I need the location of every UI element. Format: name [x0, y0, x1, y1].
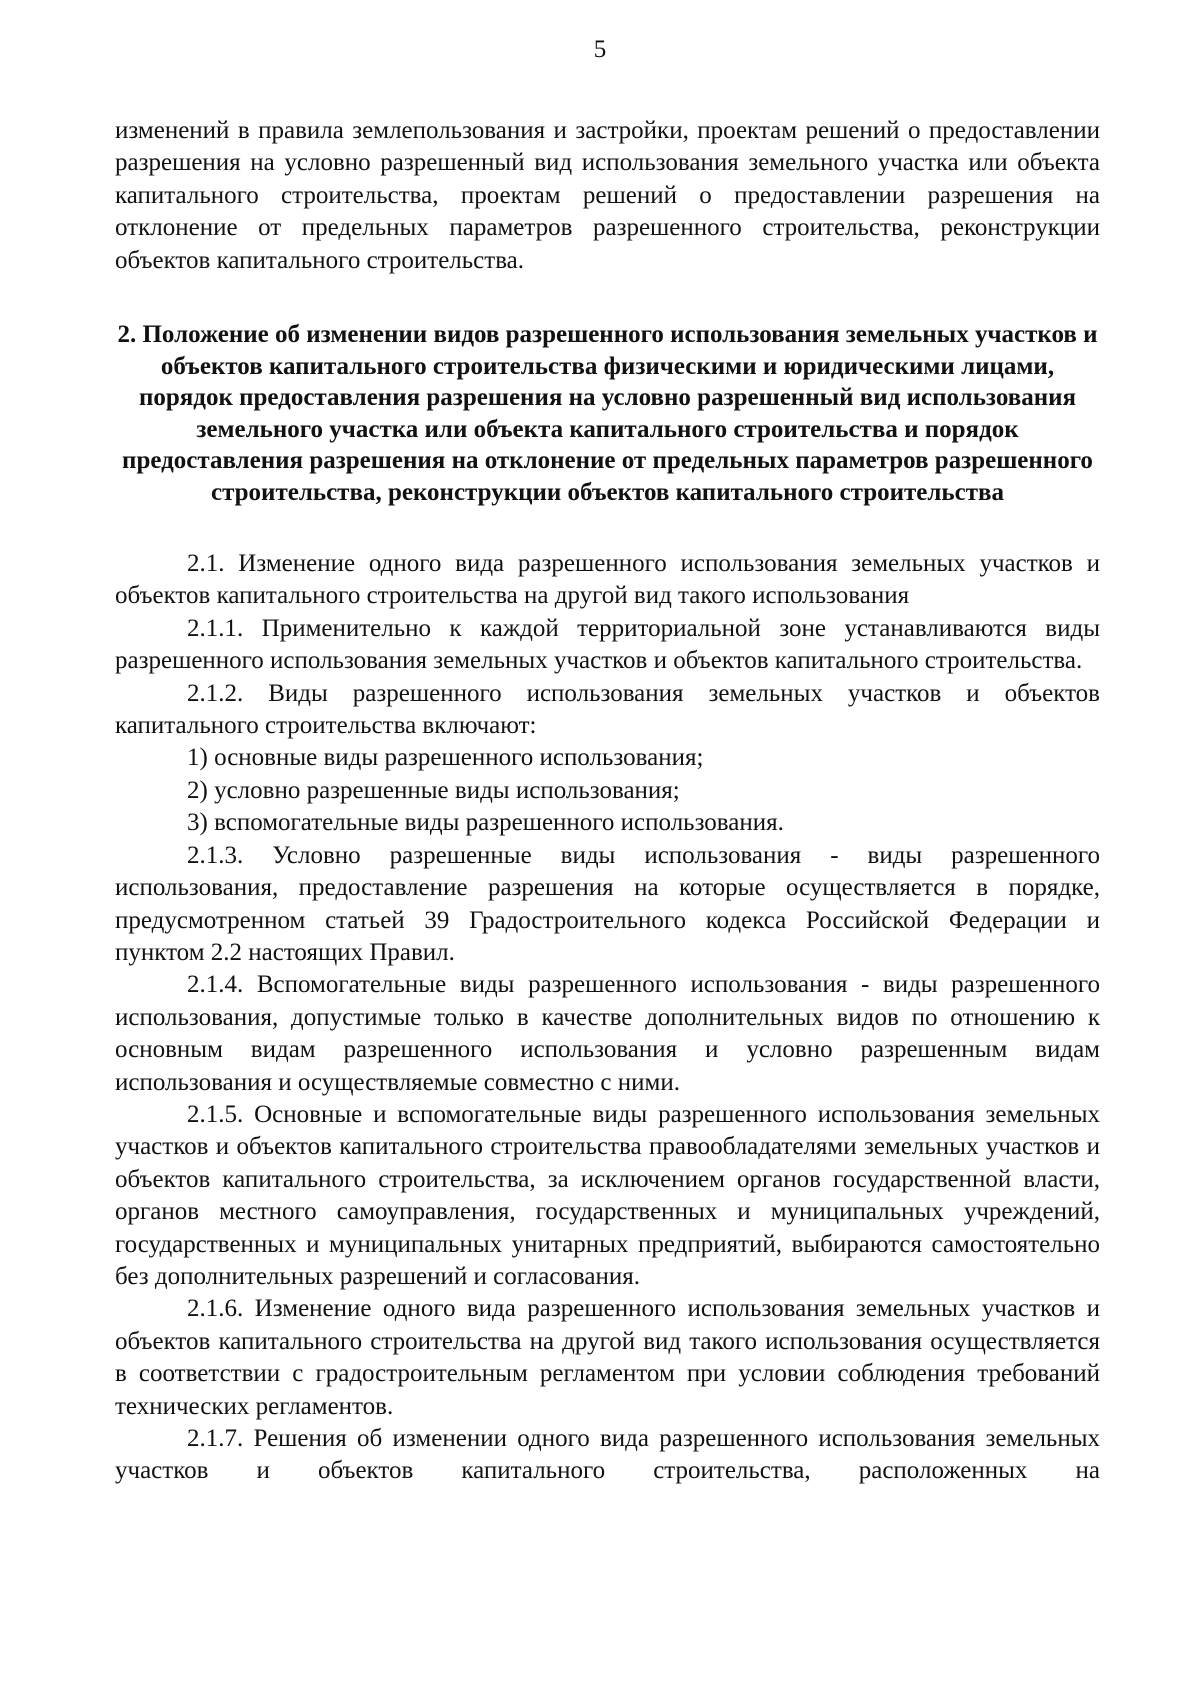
- section-heading: 2. Положение об изменении видов разрешенного использования земельных участков и объектов капитального строительства физическими и юридическими лицами, порядок предоставления разрешения на условно разрешенный вид использования земельного участка или объекта капитального строительства и порядок предоставления разрешения на отклонение от предельных параметров разрешенного строительства, реконструкции объектов капитального строительства: [117, 321, 1098, 506]
- clause-2-1-6: 2.1.6. Изменение одного вида разрешенного использования земельных участков и объектов капитального строительства на другой вид такого использования осуществляется в соответствии с градостроительным регламентом при условии соблюдения требований технических регламентов.: [115, 1295, 1100, 1420]
- clause-2-1-1: 2.1.1. Применительно к каждой территориальной зоне устанавливаются виды разрешенного использования земельных участков и объектов капитального строительства.: [115, 614, 1100, 675]
- clause-2-1-2: 2.1.2. Виды разрешенного использования земельных участков и объектов капитального строительства включают:: [115, 679, 1100, 740]
- list-item-2: 2) условно разрешенные виды использования;: [187, 776, 680, 804]
- clause-2-1: 2.1. Изменение одного вида разрешенного использования земельных участков и объектов капитального строительства на другой вид такого использования: [115, 550, 1100, 610]
- page-number: 5: [593, 36, 607, 63]
- clause-2-1-5: 2.1.5. Основные и вспомогательные виды разрешенного использования земельных участков и объектов капитального строительства правообладателями земельных участков и объектов капитального строительства, за исключением органов государственной власти, органов местного самоуправления, государственных и муниципальных учреждений, государственных и муниципальных унитарных предприятий, выбираются самостоятельно без дополнительных разрешений и согласования.: [115, 1100, 1100, 1290]
- document-body: [115, 115, 1100, 1488]
- list-item-3: 3) вспомогательные виды разрешенного использования.: [187, 809, 784, 837]
- clause-2-1-3: 2.1.3. Условно разрешенные виды использования - виды разрешенного использования, предоставление разрешения на которые осуществляется в порядке, предусмотренном статьей 39 Градостроительного кодекса Российской Федерации и пунктом 2.2 настоящих Правил.: [115, 841, 1100, 966]
- list-item-1: 1) основные виды разрешенного использования;: [187, 744, 704, 772]
- clause-2-1-7: 2.1.7. Решения об изменении одного вида разрешенного использования земельных участков и объектов капитального строительства, расположенных на: [115, 1425, 1100, 1485]
- clause-2-1-4: 2.1.4. Вспомогательные виды разрешенного использования - виды разрешенного использования, допустимые только в качестве дополнительных видов по отношению к основным видам разрешенного использования и условно разрешенным видам использования и осуществляемые совместно с ними.: [115, 971, 1100, 1096]
- intro-paragraph: изменений в правила землепользования и застройки, проектам решений о предоставлении разрешения на условно разрешенный вид использования земельного участка или объекта капитального строительства, проектам решений о предоставлении разрешения на отклонение от предельных параметров разрешенного строительства, реконструкции объектов капитального строительства.: [115, 117, 1100, 274]
